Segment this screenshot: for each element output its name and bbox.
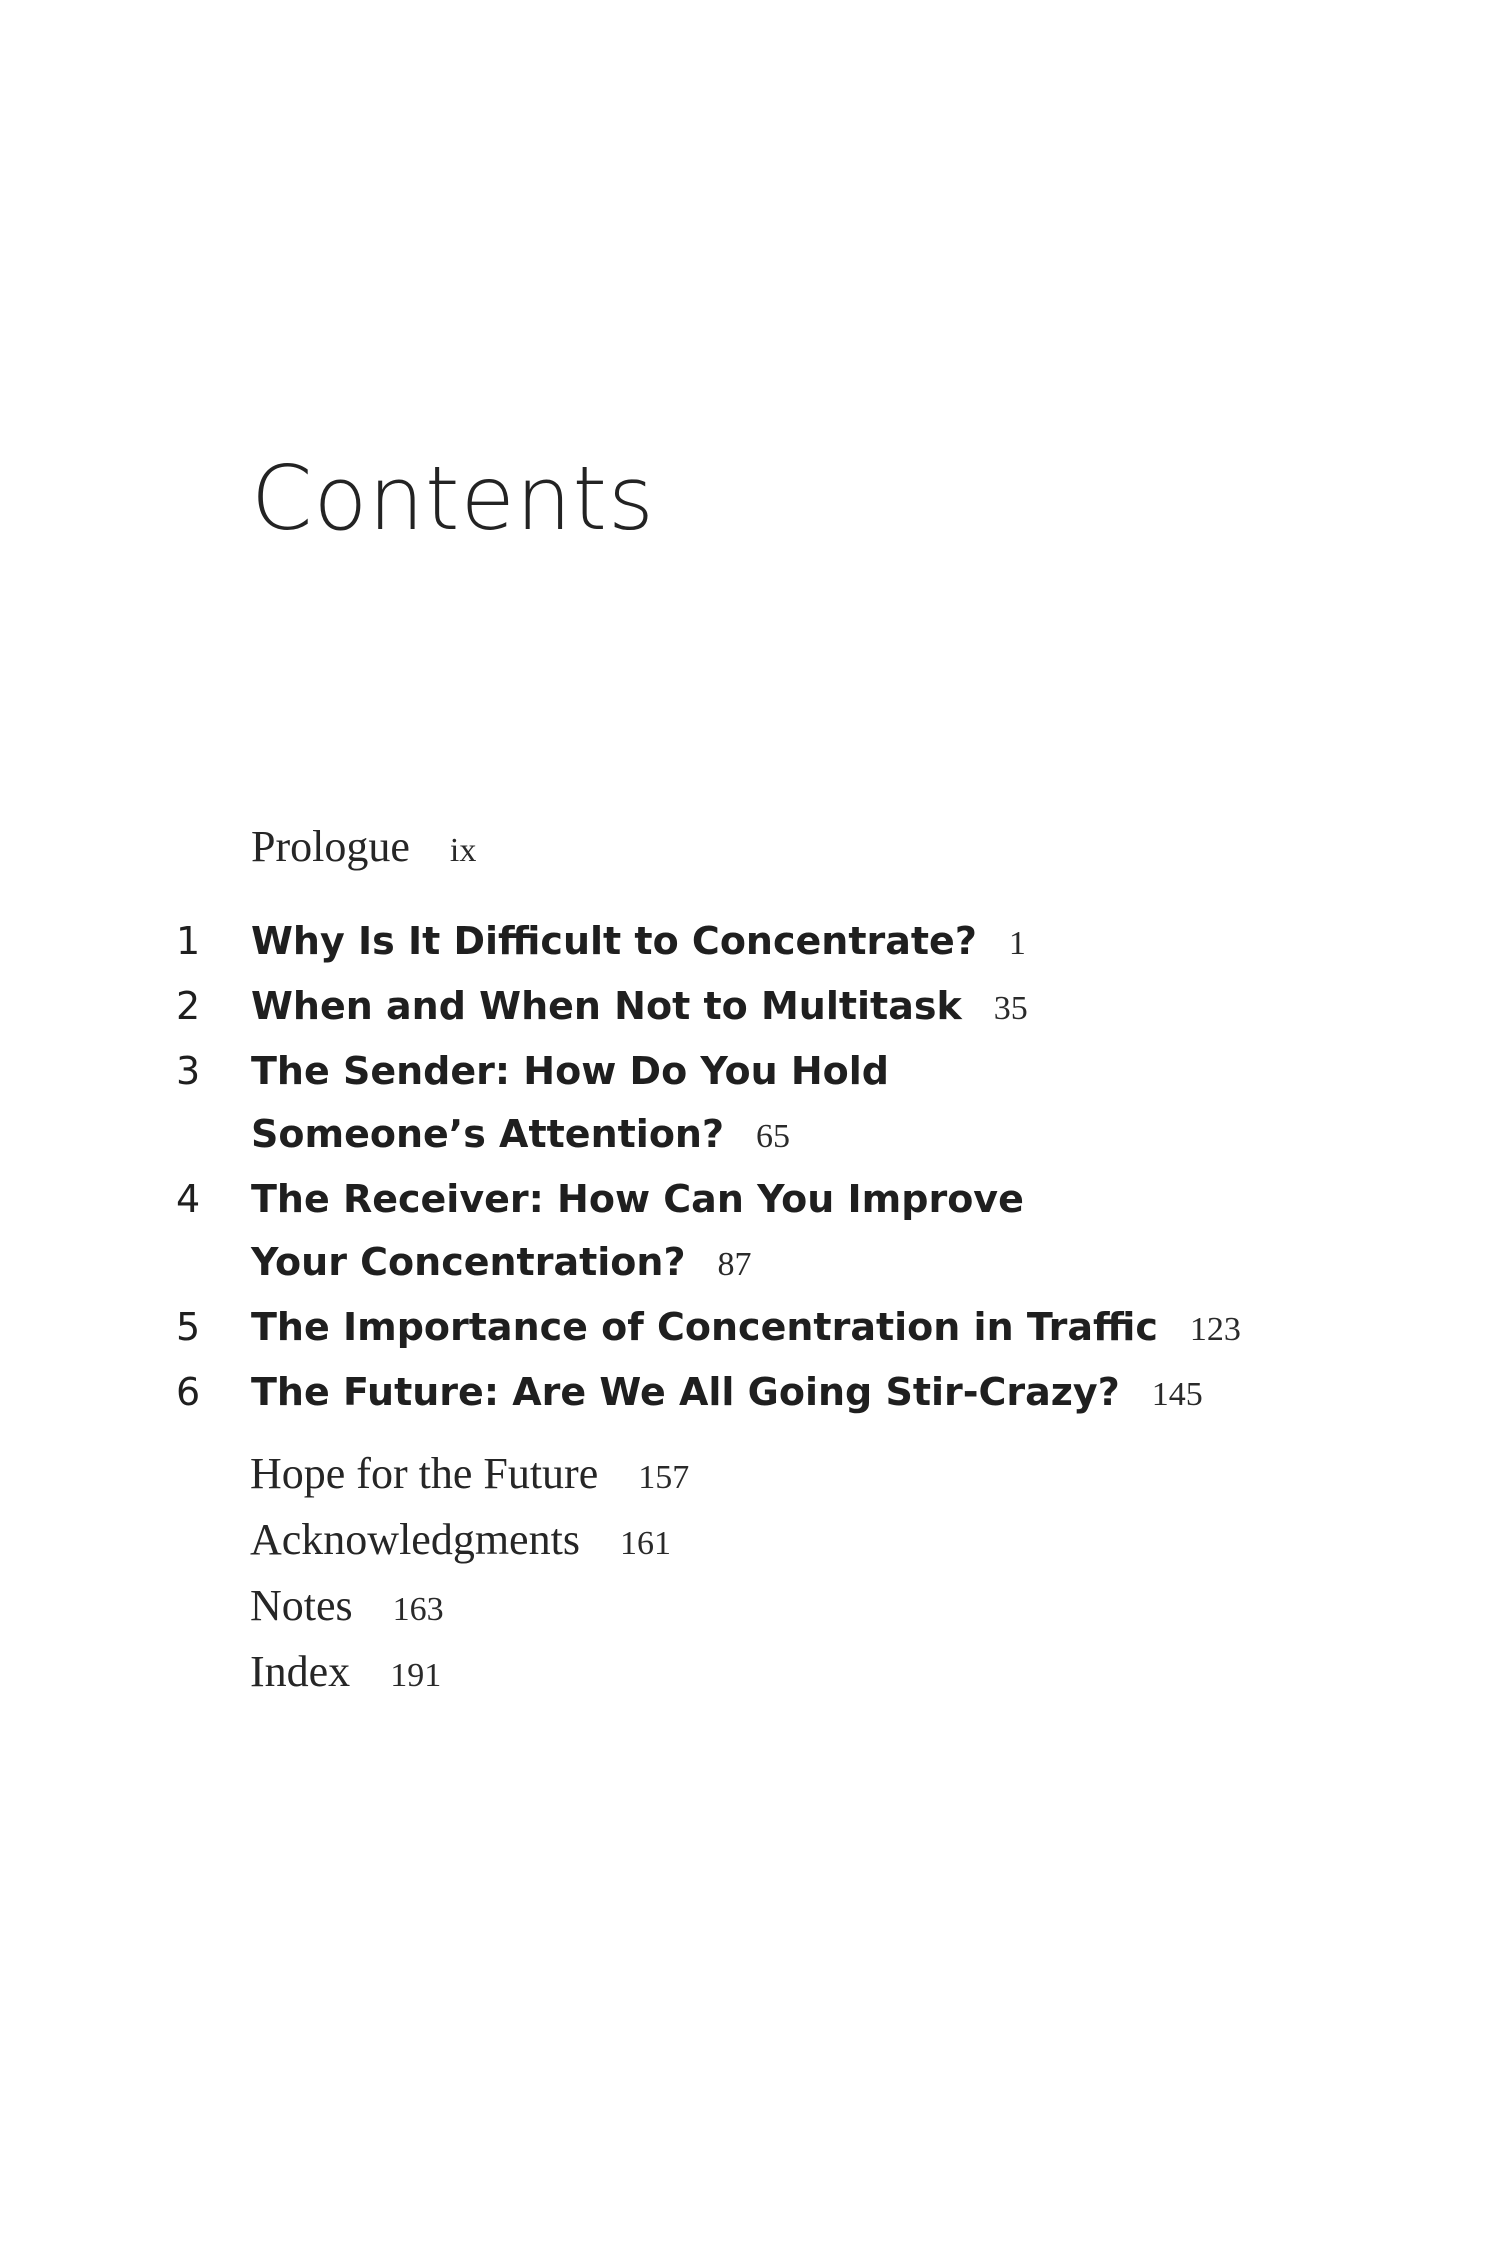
chapter-number: 3 bbox=[176, 1049, 201, 1093]
toc-entry-acknowledgments[interactable] bbox=[250, 1509, 689, 1575]
toc-entry-label: Prologue bbox=[251, 822, 410, 871]
chapter-title: The Importance of Concentration in Traffic bbox=[251, 1305, 1158, 1349]
page-title: Contents bbox=[251, 447, 655, 550]
toc-page-number: 163 bbox=[392, 1591, 444, 1628]
toc-page-number: 161 bbox=[619, 1525, 671, 1562]
toc-entry-label: Index bbox=[250, 1647, 351, 1696]
toc-entry-notes[interactable] bbox=[250, 1575, 689, 1641]
toc-chapter-6[interactable] bbox=[176, 1361, 1276, 1426]
chapter-title: The Future: Are We All Going Stir-Crazy? bbox=[251, 1370, 1120, 1414]
toc-chapter-1[interactable] bbox=[176, 910, 1276, 975]
chapter-title: The Sender: How Do You Hold Someone’s Attention? bbox=[251, 1049, 889, 1156]
chapter-number: 5 bbox=[176, 1305, 201, 1349]
toc-page-number: 87 bbox=[717, 1246, 752, 1283]
chapter-number: 2 bbox=[176, 984, 201, 1028]
toc-chapter-4[interactable] bbox=[176, 1168, 1071, 1296]
toc-entry-prologue[interactable] bbox=[251, 816, 476, 882]
toc-page-number: 191 bbox=[390, 1657, 442, 1694]
toc-page-number: 1 bbox=[1008, 925, 1026, 962]
toc-page-number: ix bbox=[449, 832, 477, 869]
chapter-title: Why Is It Difficult to Concentrate? bbox=[251, 919, 977, 963]
toc-page-number: 65 bbox=[756, 1118, 791, 1155]
chapter-title: When and When Not to Multitask bbox=[251, 984, 962, 1028]
front-matter-list bbox=[251, 816, 476, 882]
toc-entry-hope-for-the-future[interactable] bbox=[250, 1443, 689, 1509]
toc-entry-label: Acknowledgments bbox=[250, 1515, 580, 1564]
toc-chapter-5[interactable] bbox=[176, 1296, 1276, 1361]
toc-entry-label: Hope for the Future bbox=[250, 1449, 599, 1498]
chapter-number: 4 bbox=[176, 1177, 201, 1221]
chapter-title: The Receiver: How Can You Improve Your Concentration? bbox=[251, 1177, 1024, 1284]
toc-entry-label: Notes bbox=[250, 1581, 353, 1630]
toc-entry-index[interactable] bbox=[250, 1641, 689, 1707]
toc-chapter-3[interactable] bbox=[176, 1040, 1071, 1168]
chapter-number: 6 bbox=[176, 1370, 201, 1414]
toc-page-number: 35 bbox=[993, 990, 1028, 1027]
toc-page-number: 123 bbox=[1189, 1311, 1241, 1348]
toc-page-number: 145 bbox=[1151, 1376, 1203, 1413]
toc-chapter-2[interactable] bbox=[176, 975, 1276, 1040]
chapter-list bbox=[176, 910, 1276, 1426]
back-matter-list bbox=[250, 1443, 689, 1707]
chapter-number: 1 bbox=[176, 919, 201, 963]
toc-page-number: 157 bbox=[638, 1459, 690, 1496]
